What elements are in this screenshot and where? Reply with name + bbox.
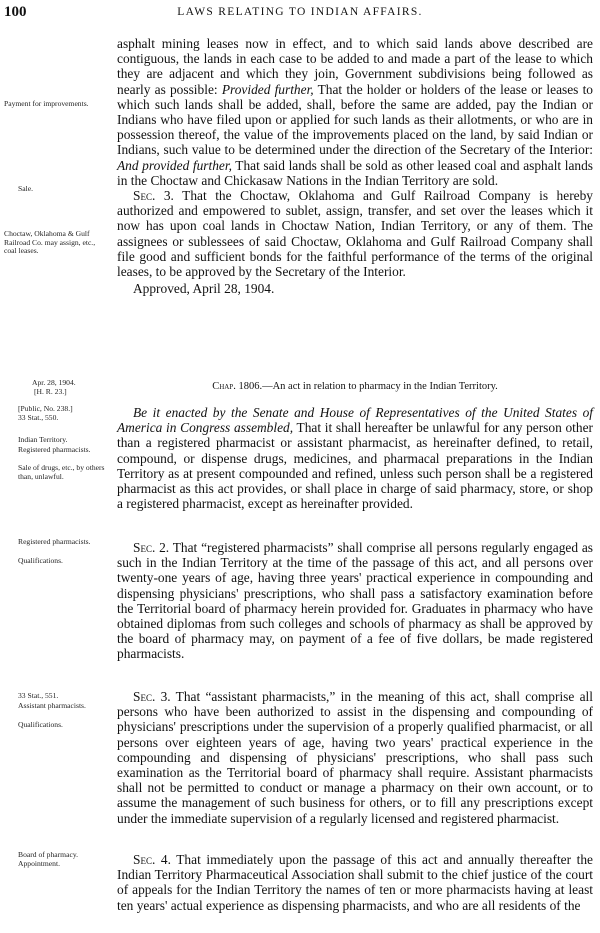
margin-note-board: Board of pharmacy.	[18, 850, 79, 859]
margin-note-public: [Public, No. 238.]	[18, 404, 73, 413]
enacting-clause: Be it enacted by the Senate and House of Representatives of the United States of America in Congress assembled,	[117, 405, 593, 436]
proviso-2-italic: And provided further,	[117, 157, 232, 173]
section-3-label: Sec. 3.	[133, 188, 174, 204]
section-2-text: That “registered pharmacists” shall comprise all persons regularly engaged as such in the Indian Territory at the time of the passage of this act, and all persons over twenty-one years of age, having three years' practical experience in compounding and dispensing physicians' prescriptions, who shall pass a satisfactory examination before the Territorial board of pharmacy herein provided for. Graduates in pharmacy who have obtained diplomas from such colleges and schools of pharmacy as shall be approved by the board of pharmacy may, on payment of a fee of five dollars, be made registered pharmacists.	[117, 540, 593, 662]
margin-note-qualifications-2: Qualifications.	[18, 720, 63, 729]
section-4-paragraph	[117, 852, 593, 913]
section-3-text: That the Choctaw, Oklahoma and Gulf Railroad Company is hereby authorized and empowered to sublet, assign, transfer, and set over the leases which it now has upon coal lands in Choctaw Nation, Indian Territory, or any of them. The assignees or sublessees of said Choctaw, Oklahoma and Gulf Railroad Company shall file good and sufficient bonds for the faithful performance of the terms of the original leases, to be approved by the Secretary of the Interior.	[117, 188, 593, 280]
page-number: 100	[4, 4, 27, 20]
enacting-text: That it shall hereafter be unlawful for any person other than a registered pharmacist or assistant pharmacist, as hereinafter defined, to retail, compound, or dispense drugs, medicines, and pharmacal preparations in the Indian Territory as at present compounded and refined, unless such person shall be a registered pharmacist as this act provides, or shall place in charge of said pharmacy, store, or shop a registered pharmacist, except as hereinafter provided.	[117, 420, 593, 512]
section-3b-label: Sec. 3.	[133, 689, 171, 704]
proviso-1-italic: Provided further,	[221, 81, 314, 97]
margin-note-appointment: Appointment.	[18, 859, 60, 868]
margin-note-registered-2: Registered pharmacists.	[18, 537, 91, 546]
proviso-2-text: That said lands shall be sold as other leased coal and asphalt lands in the Choctaw and Chickasaw Nations in the Indian Territory are sold.	[117, 157, 593, 188]
section-3-paragraph	[117, 188, 593, 279]
margin-note-sale-of-drugs: Sale of drugs, etc., by others than, unlawful.	[18, 463, 105, 481]
paragraph-continuation	[117, 36, 593, 188]
page-header	[0, 0, 600, 26]
margin-note-sale: Sale.	[18, 184, 33, 193]
approved-line: Approved, April 28, 1904.	[133, 281, 275, 297]
section-3b-text: That “assistant pharmacists,” in the meaning of this act, shall comprise all persons who have been authorized to assist in the dispensing and compounding of physicians' prescriptions under the supervision of a properly qualified pharmacist, or all persons over eighteen years of age, having two years' practical experience in the compounding and dispensing of physicians' prescriptions, who shall pass such examination as the Territorial board of pharmacy shall require. Assistant pharmacists shall not be permitted to conduct or manage a pharmacy on their own account, or to assume the management of such business for others, or to fill any prescriptions except under the immediate supervision of a regularly licensed and registered pharmacist.	[117, 689, 593, 826]
chapter-label: Chap. 1806.	[212, 381, 263, 392]
body-top	[117, 36, 593, 296]
margin-note-stat-550: 33 Stat., 550.	[18, 413, 59, 422]
section-2-label: Sec. 2.	[133, 540, 170, 555]
margin-note-stat-551: 33 Stat., 551.	[18, 691, 59, 700]
margin-note-indian-territory: Indian Territory.	[18, 435, 68, 444]
enacting-paragraph	[117, 405, 593, 511]
continuation-text: asphalt mining leases now in effect, and to which said lands above described are contiguous, the lands in each case to be added to and made a part of the lease to which they are adjacent and which they join, Government subdivisions being followed as nearly as possible:	[117, 36, 593, 97]
margin-note-hr: [H. R. 23.]	[34, 387, 67, 396]
section-3b-paragraph	[117, 689, 593, 826]
margin-note-assistant: Assistant pharmacists.	[18, 701, 86, 710]
margin-note-qualifications-1: Qualifications.	[18, 556, 63, 565]
proviso-1-text: That the holder or holders of the lease or leases to which such lands shall be added, shall, before the same are added, pay the Indian or Indians who have filed upon or applied for such lands as their allotments, or who are in possession thereof, the value of the improvements placed on the land, by said Indian or Indians, such value to be determined under the direction of the Secretary of the Interior:	[117, 81, 593, 158]
margin-note-date: Apr. 28, 1904.	[32, 378, 76, 387]
section-2-paragraph	[117, 540, 593, 662]
margin-note-registered-1: Registered pharmacists.	[18, 445, 91, 454]
chapter-title: —An act in relation to pharmacy in the Indian Territory.	[262, 381, 498, 392]
section-4-label: Sec. 4.	[133, 852, 171, 867]
margin-note-payment: Payment for improvements.	[4, 99, 89, 108]
margin-note-choctaw: Choctaw, Oklahoma & Gulf Railroad Co. may assign, etc., coal leases.	[4, 229, 96, 255]
section-4-text: That immediately upon the passage of this act and annually thereafter the Indian Territory Pharmaceutical Association shall submit to the chief justice of the court of appeals for the Indian Territory the names of ten or more pharmacists having at least ten years' actual experience as dispensing pharmacists, and who are all residents of the	[117, 852, 594, 913]
chapter-heading	[117, 381, 593, 393]
running-head: LAWS RELATING TO INDIAN AFFAIRS.	[177, 6, 423, 18]
